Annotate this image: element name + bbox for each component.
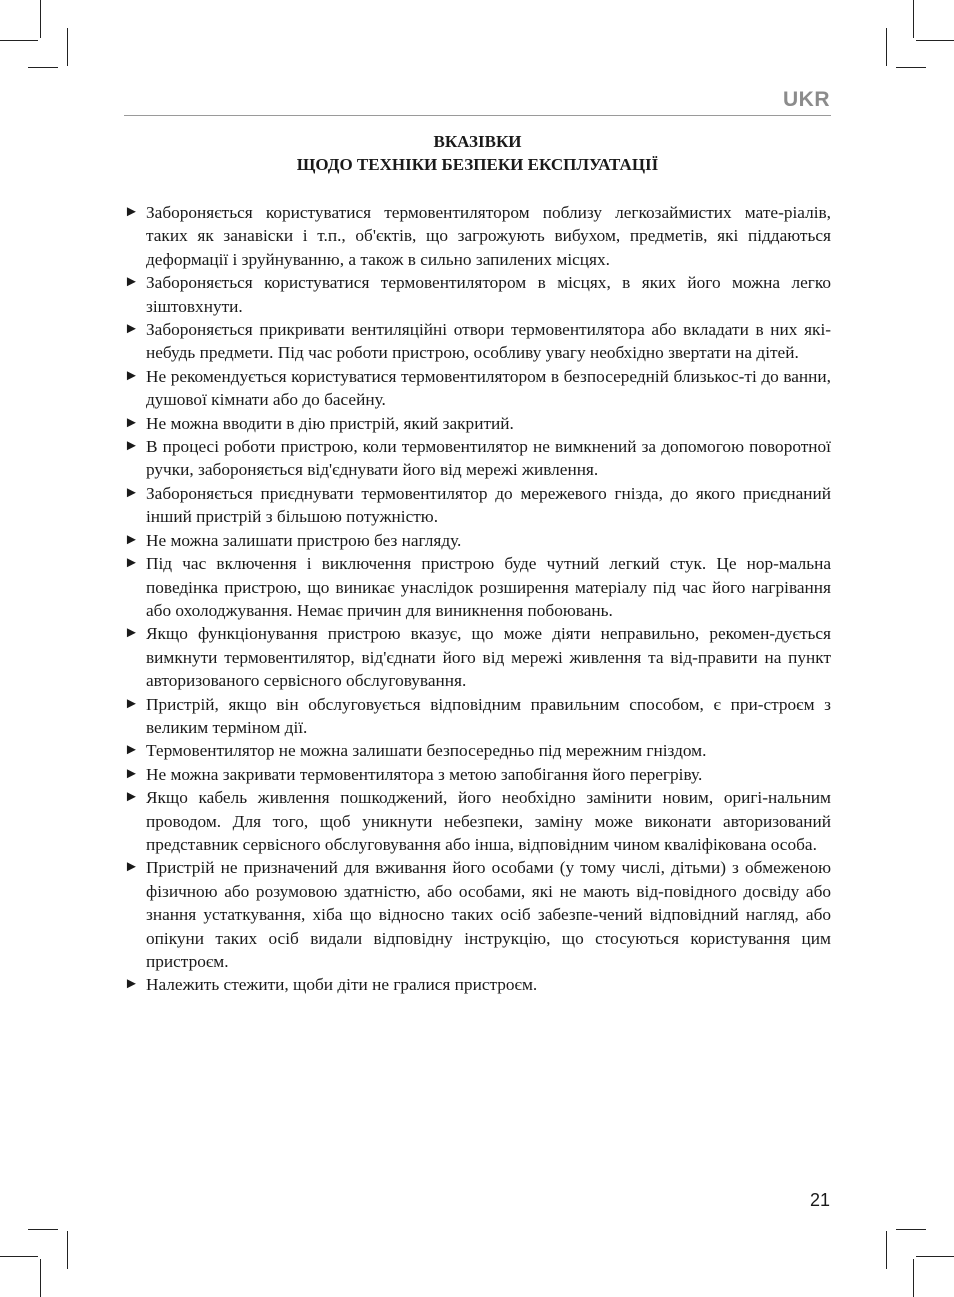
page-number: 21: [809, 1190, 830, 1210]
list-item-text: Належить стежити, щоби діти не гралися пристроєм.: [146, 975, 538, 995]
crop-mark: [67, 1231, 68, 1269]
crop-mark: [916, 1256, 954, 1257]
triangle-bullet-icon: ►: [124, 367, 139, 384]
crop-mark: [28, 67, 58, 68]
crop-mark: [0, 40, 38, 41]
triangle-bullet-icon: ►: [124, 625, 139, 642]
crop-mark: [916, 40, 954, 41]
crop-mark: [886, 1231, 887, 1269]
triangle-bullet-icon: ►: [124, 438, 139, 455]
list-item: [124, 318, 831, 365]
crop-mark: [28, 1229, 58, 1230]
list-item: [124, 739, 831, 762]
crop-mark: [40, 1259, 41, 1297]
list-item-text: Не можна вводити в дію пристрій, який закритий.: [146, 413, 514, 433]
list-item: [124, 435, 831, 482]
list-item-text: Забороняється користуватися термовентилятором в місцях, в яких його можна легко зіштовхнути.: [146, 273, 831, 316]
title-line-2: ЩОДО ТЕХНІКИ БЕЗПЕКИ ЕКСПЛУАТАЦІЇ: [296, 155, 659, 174]
language-label: UKR: [783, 88, 830, 111]
list-item: [124, 763, 831, 786]
list-item: [124, 693, 831, 740]
list-item-text: Забороняється приєднувати термовентилятор до мережевого гнізда, до якого приєднаний інший пристрій з більшою потужністю.: [146, 483, 831, 527]
crop-mark: [896, 1229, 926, 1230]
list-item: [124, 973, 831, 996]
list-item: [124, 482, 831, 529]
crop-mark: [40, 0, 41, 38]
list-item-text: Пристрій, якщо він обслуговується відповідним правильним способом, є при-строєм з великим терміном дії.: [146, 694, 831, 737]
triangle-bullet-icon: ►: [124, 321, 139, 338]
list-item-text: Забороняється прикривати вентиляційні отвори термовентилятора або вкладати в них які-небудь предмети. Під час роботи пристрою, особливу увагу необхідно звертати на дітей.: [146, 320, 831, 363]
list-item: [124, 201, 831, 271]
triangle-bullet-icon: ►: [124, 274, 139, 291]
triangle-bullet-icon: ►: [124, 204, 139, 220]
triangle-bullet-icon: ►: [124, 789, 139, 806]
triangle-bullet-icon: ►: [124, 531, 139, 548]
crop-mark: [913, 0, 914, 38]
list-item: [124, 552, 831, 622]
list-item-text: Термовентилятор не можна залишати безпосередньо під мережним гніздом.: [146, 741, 707, 761]
triangle-bullet-icon: ►: [124, 742, 139, 759]
triangle-bullet-icon: ►: [124, 555, 139, 572]
crop-mark: [67, 28, 68, 66]
page-title: [124, 130, 831, 176]
title-line-1: ВКАЗІВКИ: [433, 132, 522, 151]
list-item-text: Не можна закривати термовентилятора з метою запобігання його перегріву.: [146, 764, 703, 784]
crop-mark: [886, 28, 887, 66]
list-item-text: В процесі роботи пристрою, коли термовентилятор не вимкнений за допомогою поворотної ручки, забороняється від'єднувати його від мережі живлення.: [146, 437, 831, 480]
list-item: [124, 622, 831, 692]
crop-mark: [913, 1259, 914, 1297]
safety-instructions-list: [124, 201, 831, 997]
crop-mark: [0, 1256, 38, 1257]
list-item-text: Якщо функціонування пристрою вказує, що може діяти неправильно, рекомен-дується вимкнути термовентилятор, від'єднати його від мережі живлення та від-правити на пункт авторизованого сервісного обслуговування.: [146, 624, 831, 691]
list-item-text: Не можна залишати пристрою без нагляду.: [146, 530, 462, 550]
crop-mark: [896, 67, 926, 68]
list-item: [124, 412, 831, 435]
list-item: [124, 529, 831, 552]
triangle-bullet-icon: ►: [124, 765, 139, 782]
list-item-text: Під час включення і виключення пристрою буде чутний легкий стук. Це нор-мальна поведінка пристрою, що виникає унаслідок розширення матеріалу під час його нагрівання або охолоджування. Немає причин для виникнення побоювань.: [146, 554, 831, 620]
list-item: [124, 271, 831, 318]
list-item: [124, 365, 831, 412]
list-item: [124, 786, 831, 856]
list-item-text: Не рекомендується користуватися термовентилятором в безпосередній близькос-ті до ванни, душової кімнати або до басейну.: [146, 366, 831, 410]
list-item-text: Якщо кабель живлення пошкоджений, його необхідно замінити новим, оригі-нальним проводом. Для того, щоб уникнути небезпеки, заміну може виконати авторизований представник сервісного обслуговування або інша, відповідним чином кваліфікована особа.: [146, 788, 831, 854]
list-item-text: Пристрій не призначений для вживання його особами (у тому числі, дітьми) з обмеженою фізичною або розумовою здатністю, або особами, які не мають від-повідного досвіду або знання устаткування, хіба що відносно таких осіб забезпе-чений відповідний нагляд, або опікуни таких осіб видали відповідну інструкцію, що стосуються користування цим пристроєм.: [146, 858, 831, 971]
list-item: [124, 856, 831, 973]
triangle-bullet-icon: ►: [124, 414, 139, 431]
triangle-bullet-icon: ►: [124, 976, 139, 993]
triangle-bullet-icon: ►: [124, 859, 139, 876]
triangle-bullet-icon: ►: [124, 484, 139, 501]
list-item-text: Забороняється користуватися термовентилятором поблизу легкозаймистих мате-ріалів, таких як занавіски і т.п., об'єктів, що загрожують вибухом, предметів, які піддаються деформації і зруйнуванню, а також в сильно запилених місцях.: [146, 203, 831, 269]
header-rule: [124, 115, 831, 116]
triangle-bullet-icon: ►: [124, 695, 139, 712]
